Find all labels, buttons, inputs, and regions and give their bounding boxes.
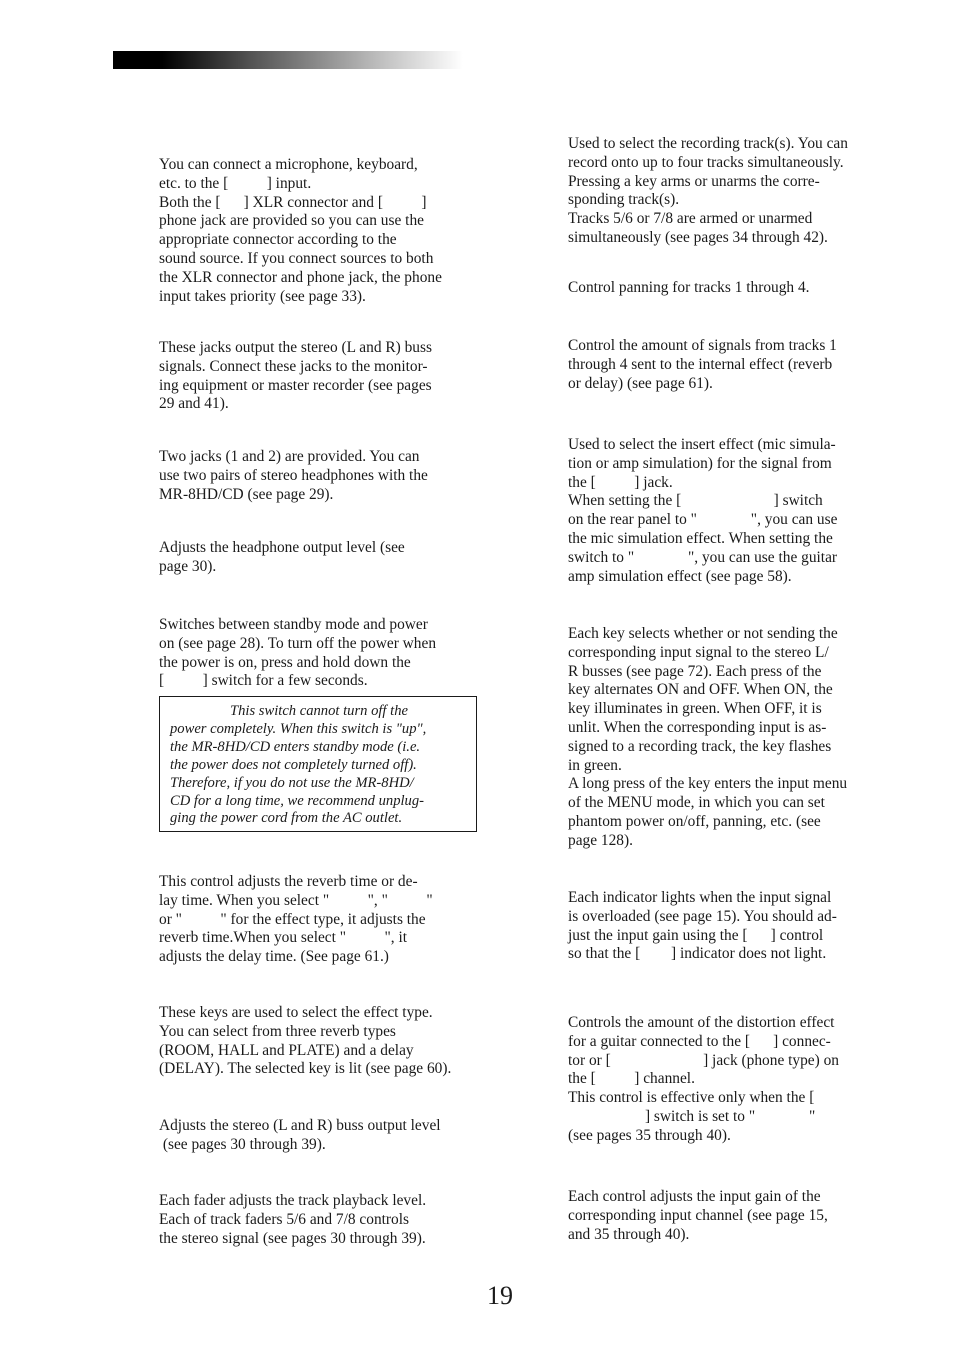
text-line: 29 and 41). <box>159 395 229 413</box>
note-line: This switch cannot turn off the <box>230 703 408 719</box>
text-line: R busses (see page 72). Each press of the <box>568 662 822 680</box>
stereo-fader-description <box>159 1117 441 1155</box>
text-line: phone jack are provided so you can use the <box>159 212 424 230</box>
text-line: (see pages 30 through 39). <box>159 1135 326 1153</box>
text-line: for a guitar connected to the [ ] connec- <box>568 1032 831 1050</box>
note-line: CD for a long time, we recommend unplug- <box>170 792 425 809</box>
text-line: Pressing a key arms or unarms the corre- <box>568 172 820 190</box>
text-line: adjusts the delay time. (See page 61.) <box>159 948 389 966</box>
effect-send-description <box>568 337 837 393</box>
header-gradient-bar <box>113 51 463 69</box>
text-line: input takes priority (see page 33). <box>159 287 366 305</box>
text-line: Each key selects whether or not sending the <box>568 625 838 642</box>
text-line: on (see page 28). To turn off the power when <box>159 634 437 652</box>
note-line: power completely. When this switch is "up", <box>170 720 427 737</box>
peak-indicator-description <box>568 889 837 964</box>
text-line: signals. Connect these jacks to the monitor- <box>159 357 428 375</box>
text-line: or delay) (see page 61). <box>568 374 713 392</box>
text-line: lay time. When you select " ", " " <box>159 891 433 909</box>
text-line: page 128). <box>568 831 633 849</box>
text-line: key illuminates in green. When OFF, it is <box>568 700 822 718</box>
text-line: key alternates ON and OFF. When ON, the <box>568 681 833 699</box>
distortion-description <box>568 1014 839 1146</box>
text-line: Control panning for tracks 1 through 4. <box>568 279 810 296</box>
text-line: the XLR connector and phone jack, the phone <box>159 268 442 286</box>
text-line: just the input gain using the [ ] control <box>568 926 824 944</box>
text-line: corresponding input signal to the stereo L/ <box>568 643 829 661</box>
page-number: 19 <box>487 1281 513 1310</box>
phones-level-description <box>159 539 405 577</box>
text-line: unlit. When the corresponding input is as- <box>568 718 827 736</box>
note-line: Therefore, if you do not use the MR-8HD/ <box>170 774 414 791</box>
text-line: Used to select the recording track(s). You can <box>568 135 848 152</box>
text-line: Switches between standby mode and power <box>159 616 428 633</box>
text-line: ] switch is set to " " <box>568 1107 816 1125</box>
text-line: You can connect a microphone, keyboard, <box>159 156 418 173</box>
stereo-bus-key-description <box>568 625 847 851</box>
pan-description <box>568 279 810 298</box>
power-switch-note <box>159 696 477 832</box>
rec-track-select-description <box>568 135 848 248</box>
text-line: A long press of the key enters the input menu <box>568 775 848 793</box>
text-line: phantom power on/off, panning, etc. (see <box>568 812 821 830</box>
text-line: in green. <box>568 756 622 774</box>
text-line: Both the [ ] XLR connector and [ ] <box>159 193 427 211</box>
text-line: the power is on, press and hold down the <box>159 653 411 671</box>
text-line: the [ ] jack. <box>568 473 673 491</box>
text-line: Control the amount of signals from tracks 1 <box>568 337 837 354</box>
text-line: appropriate connector according to the <box>159 231 397 249</box>
text-line: This control is effective only when the [ <box>568 1089 815 1107</box>
text-line: on the rear panel to " ", you can use <box>568 511 838 529</box>
reverb-time-description <box>159 873 433 967</box>
text-line: the [ ] channel. <box>568 1070 695 1088</box>
text-line: through 4 sent to the internal effect (reverb <box>568 355 833 373</box>
text-line: sponding track(s). <box>568 191 680 209</box>
text-line: reverb time.When you select " ", it <box>159 929 408 947</box>
text-line: Two jacks (1 and 2) are provided. You can <box>159 448 420 465</box>
text-line: You can select from three reverb types <box>159 1022 396 1040</box>
note-line: the power does not completely turned off). <box>170 756 417 773</box>
text-line: tor or [ ] jack (phone type) on <box>568 1051 839 1069</box>
text-line: (DELAY). The selected key is lit (see page 60). <box>159 1060 452 1078</box>
text-line: When setting the [ ] switch <box>568 492 823 510</box>
note-line: ging the power cord from the AC outlet. <box>170 810 403 827</box>
text-line: amp simulation effect (see page 58). <box>568 567 792 585</box>
text-line: and 35 through 40). <box>568 1225 690 1243</box>
text-line: or " " for the effect type, it adjusts the <box>159 910 426 928</box>
text-line: Tracks 5/6 or 7/8 are armed or unarmed <box>568 210 813 228</box>
text-line: Each indicator lights when the input signal <box>568 889 832 906</box>
text-line: is overloaded (see page 15). You should ad- <box>568 907 837 925</box>
text-line: corresponding input channel (see page 15, <box>568 1206 828 1224</box>
power-switch-description <box>159 616 436 691</box>
text-line: record onto up to four tracks simultaneously. <box>568 153 844 171</box>
text-line: simultaneously (see pages 34 through 42). <box>568 228 828 246</box>
mic-input-description <box>159 156 442 306</box>
text-line: the stereo signal (see pages 30 through 39). <box>159 1229 426 1247</box>
text-line: This control adjusts the reverb time or de- <box>159 873 418 890</box>
track-fader-description <box>159 1192 426 1248</box>
text-line: These keys are used to select the effect type. <box>159 1004 433 1021</box>
text-line: so that the [ ] indicator does not light. <box>568 945 827 963</box>
stereo-out-description <box>159 339 432 414</box>
text-line: of the MENU mode, in which you can set <box>568 794 825 812</box>
text-line: etc. to the [ ] input. <box>159 174 312 192</box>
text-line: Adjusts the stereo (L and R) buss output level <box>159 1117 441 1134</box>
phones-jack-description <box>159 448 428 504</box>
text-line: Adjusts the headphone output level (see <box>159 539 405 556</box>
trim-description <box>568 1188 828 1244</box>
text-line: page 30). <box>159 557 217 575</box>
text-line: switch to " ", you can use the guitar <box>568 548 838 566</box>
text-line: signed to a recording track, the key flashes <box>568 737 832 755</box>
effect-type-description <box>159 1004 451 1079</box>
text-line: These jacks output the stereo (L and R) buss <box>159 339 432 356</box>
text-line: MR-8HD/CD (see page 29). <box>159 485 334 503</box>
insert-effect-description <box>568 436 837 586</box>
text-line: sound source. If you connect sources to both <box>159 249 434 267</box>
text-line: Each fader adjusts the track playback level. <box>159 1192 427 1209</box>
text-line: Controls the amount of the distortion effect <box>568 1014 835 1031</box>
text-line: [ ] switch for a few seconds. <box>159 672 368 690</box>
text-line: the mic simulation effect. When setting the <box>568 529 833 547</box>
text-line: Each of track faders 5/6 and 7/8 controls <box>159 1210 410 1228</box>
text-line: ing equipment or master recorder (see pages <box>159 376 432 394</box>
text-line: Each control adjusts the input gain of the <box>568 1188 821 1205</box>
note-line: the MR-8HD/CD enters standby mode (i.e. <box>170 738 421 755</box>
text-line: Used to select the insert effect (mic simula- <box>568 436 836 453</box>
text-line: (ROOM, HALL and PLATE) and a delay <box>159 1041 414 1059</box>
text-line: tion or amp simulation) for the signal from <box>568 454 832 472</box>
text-line: use two pairs of stereo headphones with the <box>159 466 428 484</box>
text-line: (see pages 35 through 40). <box>568 1126 731 1144</box>
